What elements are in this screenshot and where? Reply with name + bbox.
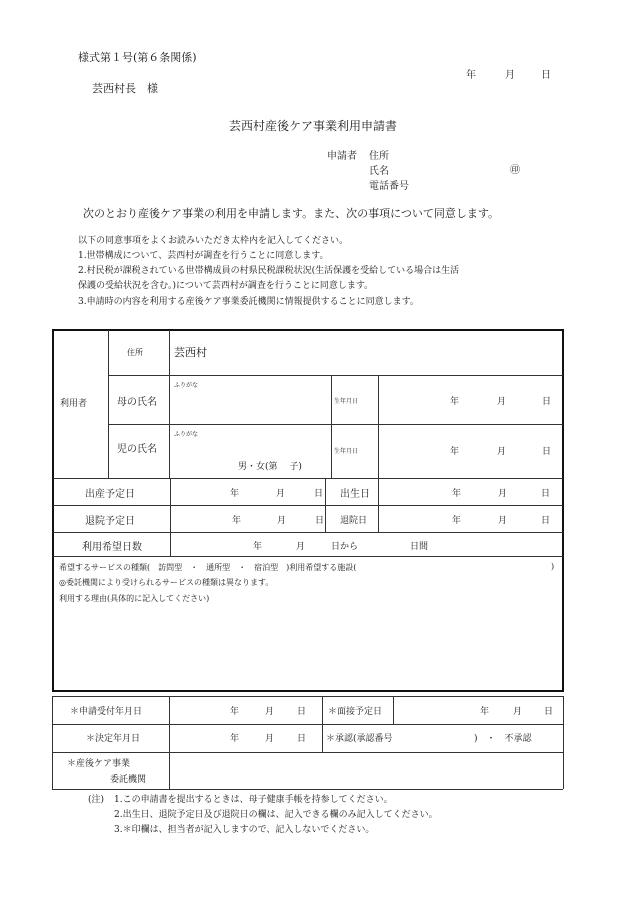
consent-item-2-line2: 保護の受給状況を含む。)について芸西村が調査を行うことに同意します。 (78, 281, 374, 291)
service-type-close: ) (551, 562, 555, 571)
rule (378, 376, 379, 478)
days-month: 月 (296, 542, 306, 552)
service-note: ◎委託機関により受けられるサービスの種類は異なります。 (59, 578, 274, 587)
statement: 次のとおり産後ケア事業の利用を申請します。また、次の事項について同意します。 (83, 207, 500, 220)
consent-item-2-line1: 2.村民税が課税されている世帯構成員の村県民税課税状況(生活保護を受給している場合は生活 (78, 266, 460, 276)
rule (325, 478, 326, 532)
applicant-name-label: 氏名 (369, 166, 389, 177)
reason-label: 利用する理由(具体的に記入してください) (59, 594, 210, 603)
mother-name-label: 母の氏名 (117, 397, 157, 408)
birth-date-year: 年 (452, 489, 462, 499)
header-date-year: 年 (466, 70, 476, 81)
days-year: 年 (253, 542, 263, 552)
rule (53, 505, 563, 506)
discharge-due-year: 年 (232, 516, 242, 526)
approval-label: ＊承認(承認番号 (326, 734, 393, 744)
child-birth-label: 生年月日 (334, 448, 359, 455)
form-number: 様式第１号(第６条関係) (78, 51, 197, 64)
child-birth-day: 日 (542, 447, 552, 457)
rule (52, 724, 563, 725)
address-label: 住所 (127, 348, 143, 357)
rule (108, 375, 563, 376)
rule (53, 478, 563, 479)
days-unit: 日間 (410, 542, 429, 552)
discharge-due-label: 退院予定日 (85, 516, 135, 527)
rule (52, 789, 563, 790)
due-date-day: 日 (314, 489, 324, 499)
discharge-month: 月 (498, 516, 508, 526)
rule (563, 696, 564, 789)
rule (170, 478, 171, 556)
agency-label-1: ＊産後ケア事業 (67, 759, 131, 769)
discharge-label: 退院日 (340, 516, 368, 526)
approval-close: ) ・ 不承認 (474, 734, 532, 744)
rule (322, 696, 323, 752)
child-birth-month: 月 (497, 447, 507, 457)
rule (393, 696, 394, 724)
rule (52, 696, 563, 697)
rule (108, 330, 109, 478)
child-birth-year: 年 (450, 447, 460, 457)
rule (53, 532, 563, 533)
discharge-day: 日 (541, 516, 551, 526)
decision-month: 月 (265, 734, 275, 744)
applicant-address-label: 住所 (369, 151, 389, 162)
discharge-year: 年 (452, 516, 462, 526)
child-furigana-label: ふりがな (174, 431, 199, 438)
application-form-frame (52, 329, 564, 692)
address-value[interactable]: 芸西村 (174, 346, 207, 359)
rule (331, 376, 332, 478)
due-date-year: 年 (230, 489, 240, 499)
note-3: 3.＊印欄は、担当者が記入しますので、記入しないでください。 (114, 825, 375, 835)
notes-prefix: (注) (88, 795, 105, 805)
rule (52, 696, 53, 789)
child-name-label: 児の氏名 (117, 444, 157, 455)
decision-day: 日 (297, 734, 307, 744)
due-date-month: 月 (276, 489, 286, 499)
gender-order[interactable]: 男・女(第 子) (238, 462, 302, 472)
mother-birth-label: 生年月日 (334, 398, 359, 405)
interview-month: 月 (513, 707, 523, 717)
mother-birth-month: 月 (497, 397, 507, 407)
received-year: 年 (230, 707, 240, 717)
note-1: 1.この申請書を提出するときは、母子健康手帳を持参してください。 (114, 795, 393, 805)
user-label: 利用者 (60, 399, 88, 409)
discharge-due-month: 月 (277, 516, 287, 526)
received-day: 日 (297, 707, 307, 717)
seal-mark: ㊞ (510, 165, 520, 176)
rule (53, 556, 563, 557)
rule (378, 478, 379, 532)
discharge-due-day: 日 (315, 516, 325, 526)
decision-date-label: ＊決定年月日 (86, 734, 141, 744)
page-title: 芸西村産後ケア事業利用申請書 (229, 119, 398, 133)
birth-date-label: 出生日 (340, 489, 370, 500)
interview-year: 年 (480, 707, 490, 717)
mother-birth-day: 日 (542, 397, 552, 407)
days-label: 利用希望日数 (82, 542, 142, 553)
applicant-phone-label: 電話番号 (369, 181, 409, 192)
consent-intro: 以下の同意事項をよくお読みいただき太枠内を記入してください。 (78, 236, 349, 246)
interview-day: 日 (544, 707, 554, 717)
note-2: 2.出生日、退院予定日及び退院日の欄は、記入できる欄のみ記入してください。 (114, 810, 438, 820)
mother-birth-year: 年 (450, 397, 460, 407)
agency-label-2: 委託機関 (110, 775, 147, 785)
mother-furigana-label: ふりがな (174, 382, 199, 389)
birth-date-day: 日 (541, 489, 551, 499)
header-date-day: 日 (541, 70, 551, 81)
rule (169, 330, 170, 478)
rule (108, 424, 563, 425)
days-from: 日から (331, 542, 359, 552)
applicant-label: 申請者 (327, 151, 357, 162)
due-date-label: 出産予定日 (85, 489, 135, 500)
received-month: 月 (265, 707, 275, 717)
received-date-label: ＊申請受付年月日 (70, 707, 143, 717)
decision-year: 年 (230, 734, 240, 744)
rule (52, 752, 563, 753)
interview-date-label: ＊面接予定日 (328, 707, 383, 717)
consent-item-1: 1.世帯構成について、芸西村が調査を行うことに同意します。 (78, 251, 329, 261)
consent-item-3: 3.申請時の内容を利用する産後ケア事業委託機関に情報提供することに同意します。 (78, 297, 419, 307)
birth-date-month: 月 (498, 489, 508, 499)
rule (169, 696, 170, 789)
addressee: 芸西村長 様 (92, 82, 158, 95)
header-date-month: 月 (505, 70, 515, 81)
service-type-line[interactable]: 希望するサービスの種類( 訪問型 ・ 通所型 ・ 宿泊型 )利用希望する施設( (59, 563, 357, 572)
